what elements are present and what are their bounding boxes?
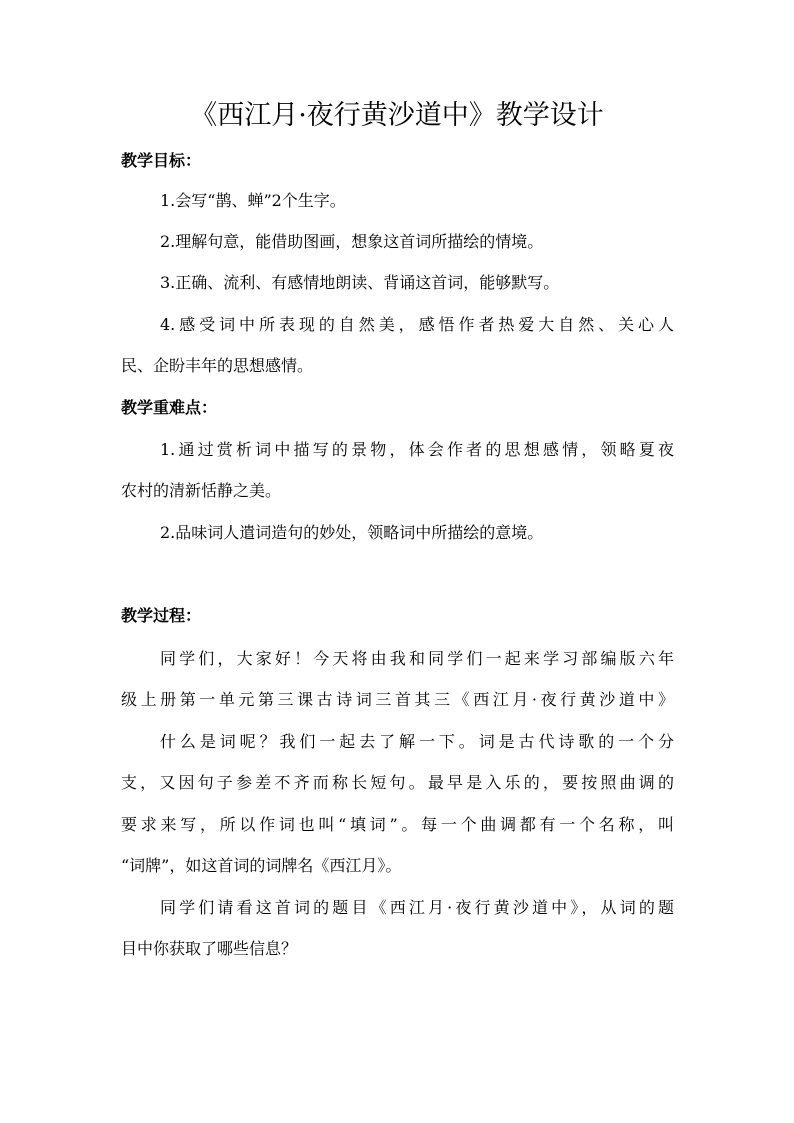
process-paragraph-1-line-2: 级上册第一单元第三课古诗词三首其三《西江月·夜行黄沙道中》: [121, 690, 674, 709]
process-paragraph-1-line-1: 同学们，大家好！今天将由我和同学们一起来学习部编版六年: [160, 649, 674, 668]
key-point-item-2: 2.品味词人遣词造句的妙处，领略词中所描绘的意境。: [160, 523, 544, 542]
process-paragraph-3-line-1: 同学们请看这首词的题目《西江月·夜行黄沙道中》，从词的题: [160, 898, 674, 917]
process-paragraph-2-line-3: 要求来写，所以作词也叫“填词”。每一个曲调都有一个名称，叫: [121, 815, 674, 834]
process-paragraph-2-line-2: 支，又因句子参差不齐而称长短句。最早是入乐的，要按照曲调的: [121, 773, 674, 792]
objective-item-1: 1.会写“鹊、蝉”2个生字。: [160, 191, 346, 210]
process-paragraph-3-line-2: 目中你获取了哪些信息？: [121, 939, 298, 958]
objective-item-3: 3.正确、流利、有感情地朗读、背诵这首词，能够默写。: [160, 273, 560, 292]
process-heading: 教学过程：: [121, 606, 202, 625]
objective-item-2: 2.理解句意，能借助图画，想象这首词所描绘的情境。: [160, 232, 544, 251]
objective-item-4-line-1: 4.感受词中所表现的自然美，感悟作者热爱大自然、关心人: [160, 315, 674, 334]
key-points-heading: 教学重难点：: [121, 398, 218, 417]
key-point-item-1-line-1: 1.通过赏析词中描写的景物，体会作者的思想感情，领略夏夜: [160, 440, 674, 459]
objectives-heading: 教学目标：: [121, 151, 202, 170]
document-title: 《西江月·夜行黄沙道中》教学设计: [190, 100, 604, 131]
objective-item-4-line-2: 民、企盼丰年的思想感情。: [121, 356, 314, 375]
process-paragraph-2-line-1: 什么是词呢？我们一起去了解一下。词是古代诗歌的一个分: [160, 732, 674, 751]
process-paragraph-2-line-4: “词牌”，如这首词的词牌名《西江月》。: [121, 856, 402, 875]
key-point-item-1-line-2: 农村的清新恬静之美。: [121, 481, 282, 500]
